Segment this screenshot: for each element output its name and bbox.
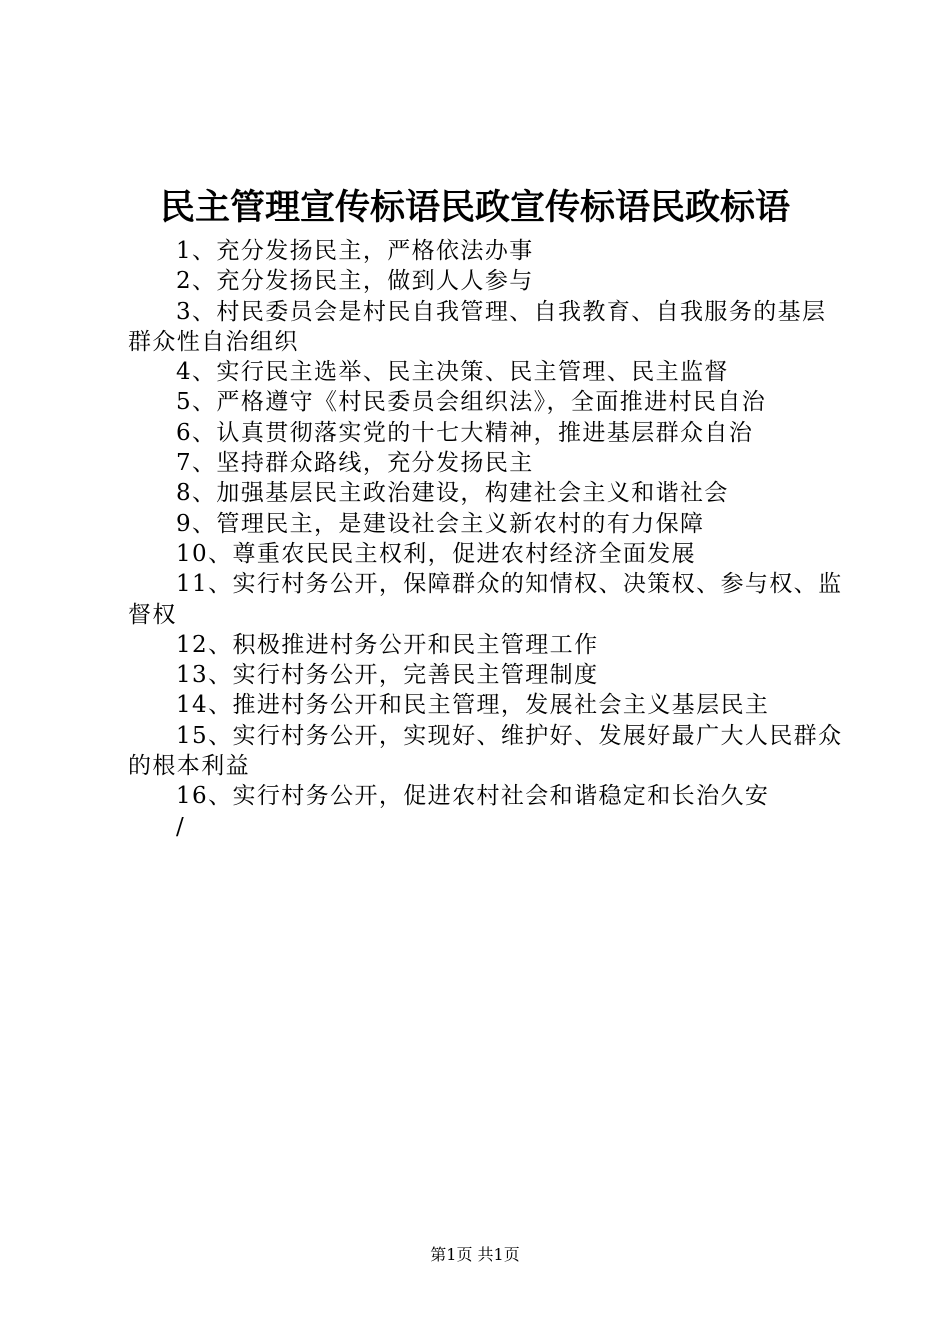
slogan-3: 3、村民委员会是村民自我管理、自我教育、自我服务的基层群众性自治组织 [128,298,827,355]
slogan-9: 9、管理民主，是建设社会主义新农村的有力保障 [176,510,705,537]
slogan-2: 2、充分发扬民主，做到人人参与 [176,268,534,295]
slogan-11: 11、实行村务公开，保障群众的知情权、决策权、参与权、监督权 [128,571,843,628]
slogan-13: 13、实行村务公开，完善民主管理制度 [176,662,599,689]
slogan-8: 8、加强基层民主政治建设，构建社会主义和谐社会 [176,480,729,507]
slogan-4: 4、实行民主选举、民主决策、民主管理、民主监督 [176,359,729,386]
trailing-slash: / [176,813,186,840]
slogan-15: 15、实行村务公开，实现好、维护好、发展好最广大人民群众的根本利益 [128,722,843,780]
document-title: 民主管理宣传标语民政宣传标语民政标语 [159,187,790,228]
slogan-5: 5、严格遵守《村民委员会组织法》，全面推进村民自治 [176,389,767,416]
slogan-6: 6、认真贯彻落实党的十七大精神，推进基层群众自治 [176,419,754,446]
slogan-14: 14、推进村务公开和民主管理，发展社会主义基层民主 [176,692,770,719]
slogan-16: 16、实行村务公开，促进农村社会和谐稳定和长治久安 [176,783,770,810]
slogan-12: 12、积极推进村务公开和民主管理工作 [176,631,599,658]
slogan-10: 10、尊重农民民主权利，促进农村经济全面发展 [176,540,697,567]
page-footer: 第1页 共1页 [430,1245,520,1264]
slogan-1: 1、充分发扬民主，严格依法办事 [176,238,534,264]
slogan-7: 7、坚持群众路线，充分发扬民主 [176,450,534,477]
document-body [128,236,850,842]
